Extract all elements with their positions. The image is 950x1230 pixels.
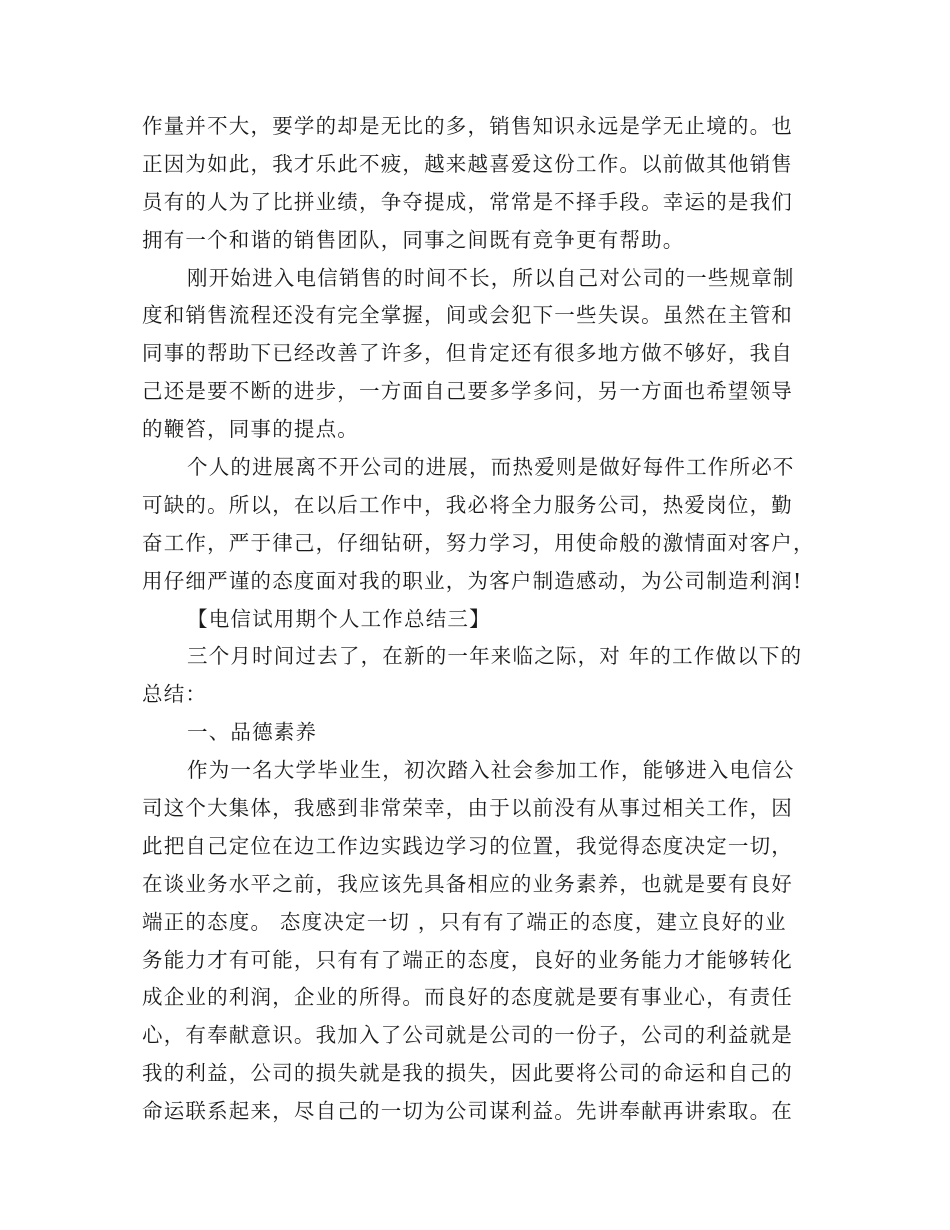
text-line: 可缺的。所以，在以后工作中，我必将全力服务公司，热爱岗位，勤 [142,492,793,517]
text-line: 作量并不大，要学的却是无比的多，销售知识永远是学无止境的。也 [142,114,793,138]
text-line: 端正的态度。 态度决定一切 ，只有有了端正的态度，建立良好的业 [142,909,787,934]
text-line: 在谈业务水平之前，我应该先具备相应的业务素养，也就是要有良好 [142,871,793,896]
document-body [142,108,815,1131]
text-line: 作为一名大学毕业生，初次踏入社会参加工作，能够进入电信公 [187,758,795,783]
text-line: 刚开始进入电信销售的时间不长，所以自己对公司的一些规章制 [187,265,795,290]
text-line: 一、品德素养 [187,720,318,745]
text-line: 度和销售流程还没有完全掌握，间或会犯下一些失误。虽然在主管和 [142,303,793,328]
text-line: 用仔细严谨的态度面对我的职业，为客户制造感动，为公司制造利润! [142,568,803,593]
text-line: 三个月时间过去了，在新的一年来临之际，对 年的工作做以下的 [187,644,803,669]
text-line: 务能力才有可能，只有有了端正的态度，良好的业务能力才能够转化 [142,947,793,972]
text-line: 个人的进展离不开公司的进展，而热爱则是做好每件工作所必不 [187,455,795,480]
text-line: 司这个大集体，我感到非常荣幸，由于以前没有从事过相关工作，因 [142,796,793,821]
text-line: 奋工作，严于律己，仔细钻研，努力学习，用使命般的激情面对客户， [142,530,815,555]
text-line: 正因为如此，我才乐此不疲，越来越喜爱这份工作。以前做其他销售 [142,151,793,176]
text-line: 总结： [142,682,208,707]
text-line: 己还是要不断的进步，一方面自己要多学多问，另一方面也希望领导 [142,379,793,404]
text-line: 命运联系起来，尽自己的一切为公司谋利益。先讲奉献再讲索取。在 [142,1099,793,1124]
text-line: 心，有奉献意识。我加入了公司就是公司的一份子，公司的利益就是 [142,1023,793,1048]
text-line: 的鞭笞，同事的提点。 [142,417,359,442]
text-line: 员有的人为了比拼业绩，争夺提成，常常是不择手段。幸运的是我们 [142,189,793,214]
text-line: 我的利益，公司的损失就是我的损失，因此要将公司的命运和自己的 [142,1061,793,1086]
text-line: 【电信试用期个人工作总结三】 [187,606,491,631]
text-line: 此把自己定位在边工作边实践边学习的位置，我觉得态度决定一切， [142,833,793,858]
text-line: 成企业的利润，企业的所得。而良好的态度就是要有事业心，有责任 [142,985,793,1010]
text-line: 同事的帮助下已经改善了许多，但肯定还有很多地方做不够好，我自 [142,341,793,366]
text-line: 拥有一个和谐的销售团队，同事之间既有竞争更有帮助。 [142,227,685,252]
